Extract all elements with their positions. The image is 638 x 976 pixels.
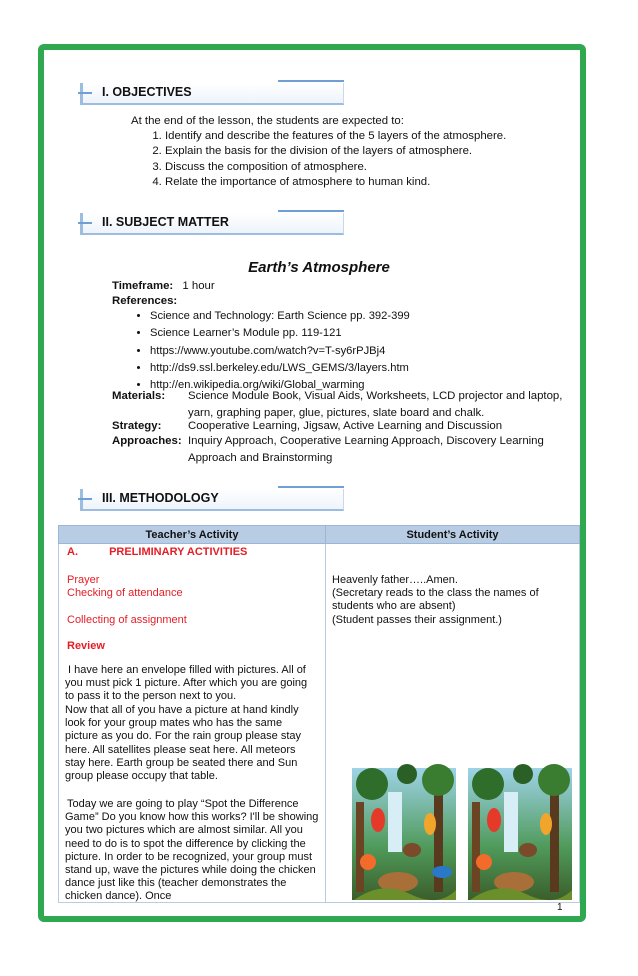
objectives-intro: At the end of the lesson, the students are expected to: xyxy=(131,115,404,127)
column-header-teacher: Teacher’s Activity xyxy=(59,526,326,544)
strategy-value: Cooperative Learning, Jigsaw, Active Learning and Discussion xyxy=(188,420,503,432)
reference-item[interactable]: • http://en.wikipedia.org/wiki/Global_warming xyxy=(150,377,410,394)
objective-item: 2. Explain the basis for the division of the layers of atmosphere. xyxy=(165,144,506,159)
subject-title: Earth’s Atmosphere xyxy=(248,259,390,276)
strategy-label: Strategy: xyxy=(112,420,162,432)
section-title: III. METHODOLOGY xyxy=(102,491,219,505)
section-header-objectives xyxy=(80,80,344,106)
table-header-row xyxy=(59,526,580,544)
reference-item: • Science and Technology: Earth Science pp. 392-399 xyxy=(150,308,410,325)
reference-item[interactable]: • https://www.youtube.com/watch?v=T-sy6rPJBj4 xyxy=(150,343,410,360)
approaches-label: Approaches: xyxy=(112,435,182,447)
table-row xyxy=(59,544,580,903)
column-header-student: Student’s Activity xyxy=(326,526,580,544)
materials-row xyxy=(112,388,592,422)
paragraph-envelope: I have here an envelope filled with pictures. All of you must pick 1 picture. After which you are going to pass it to the person next to you. xyxy=(65,664,308,703)
page-number: 1 xyxy=(557,902,563,913)
preliminary-heading xyxy=(67,546,247,559)
objective-item: 1. Identify and describe the features of the 5 layers of the atmosphere. xyxy=(165,129,506,144)
reference-item: • Science Learner’s Module pp. 119-121 xyxy=(150,325,410,342)
section-title: I. OBJECTIVES xyxy=(102,85,192,99)
student-assignment: (Student passes their assignment.) xyxy=(332,614,502,626)
teacher-activity-cell xyxy=(59,544,326,903)
section-header-subject-matter xyxy=(80,210,344,236)
reference-item[interactable]: • http://ds9.ssl.berkeley.edu/LWS_GEMS/3/layers.htm xyxy=(150,360,410,377)
objectives-list xyxy=(145,129,506,190)
materials-value: Science Module Book, Visual Aids, Worksheets, LCD projector and laptop, yarn, graphing paper, glue, pictures, slate board and chalk. xyxy=(188,390,563,419)
assignment-label: Collecting of assignment xyxy=(67,614,187,626)
references-list xyxy=(132,308,410,394)
references-label xyxy=(112,294,177,309)
paragraph-game: Today we are going to play “Spot the Difference Game” Do you know how this works? I'll be showing you two pictures which are almost similar. All you need to do is to spot the difference by clicking the picture. In order to be recognized, your group must stand up, wave the pictures while doing the chicken dance just like this (teacher demonstrates the chicken dance). Once xyxy=(65,798,319,903)
student-prayer: Heavenly father…..Amen. xyxy=(332,574,458,586)
review-label: Review xyxy=(67,640,105,652)
materials-label: Materials: xyxy=(112,390,166,402)
approaches-value: Inquiry Approach, Cooperative Learning Approach, Discovery Learning Approach and Brainstorming xyxy=(188,435,544,464)
attendance-label: Checking of attendance xyxy=(67,587,183,599)
timeframe xyxy=(112,279,215,294)
prayer-label: Prayer xyxy=(67,574,100,586)
timeframe-label: Timeframe: xyxy=(112,280,174,292)
section-header-methodology xyxy=(80,486,344,512)
student-activity-cell xyxy=(326,544,580,903)
section-letter: A. xyxy=(67,546,78,558)
paragraph-groups: Now that all of you have a picture at hand kindly look for your group mates who has the same picture as you do. For the rain group please stay here. All satellites please seat here. All meteors stay here. Earth group be seated there and Sun group please occupy that table. xyxy=(65,704,302,783)
approaches-row xyxy=(112,433,592,467)
jungle-picture-left[interactable] xyxy=(352,764,456,900)
spot-the-difference-picture[interactable] xyxy=(352,762,574,902)
objective-item: 4. Relate the importance of atmosphere to human kind. xyxy=(165,175,506,190)
jungle-picture-right[interactable] xyxy=(468,764,572,900)
section-title: II. SUBJECT MATTER xyxy=(102,215,229,229)
references-label-text: References: xyxy=(112,295,178,307)
objective-item: 3. Discuss the composition of atmosphere. xyxy=(165,160,506,175)
methodology-table xyxy=(58,525,580,903)
timeframe-value: 1 hour xyxy=(182,280,215,292)
student-attendance: (Secretary reads to the class the names of students who are absent) xyxy=(332,587,539,613)
section-heading: PRELIMINARY ACTIVITIES xyxy=(109,546,248,558)
